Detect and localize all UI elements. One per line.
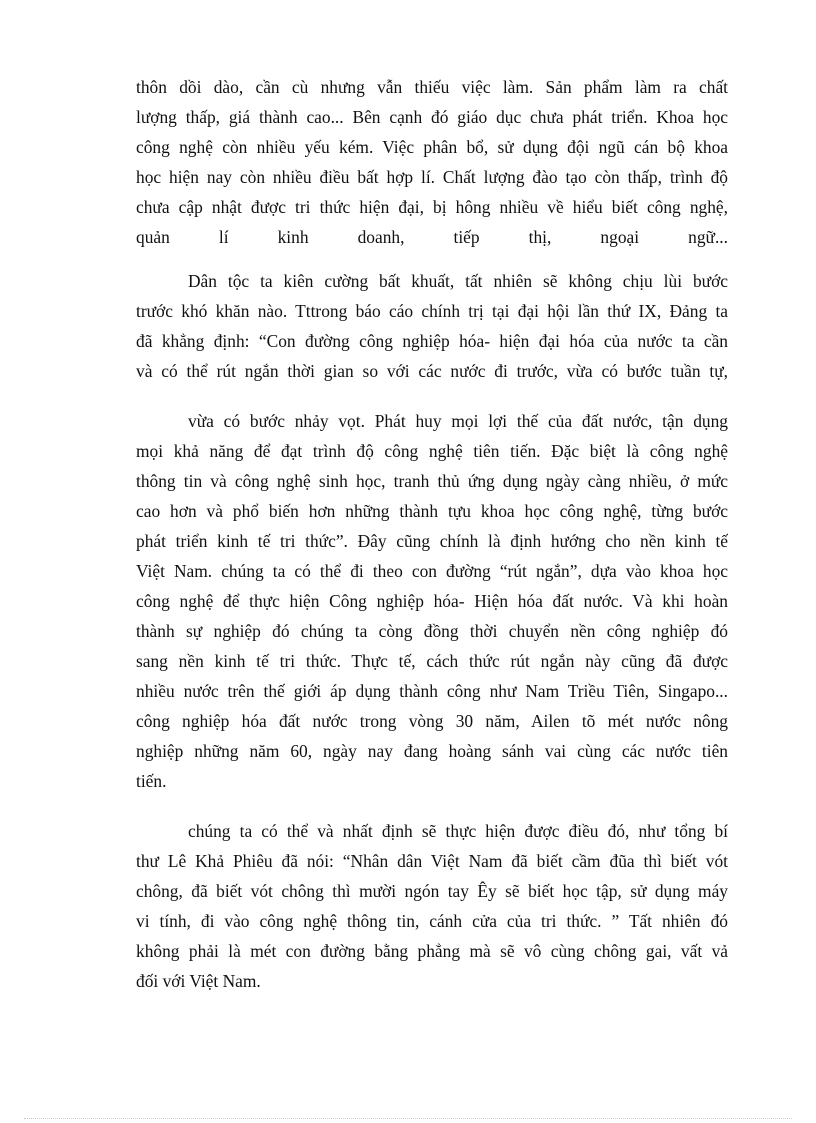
document-body bbox=[136, 72, 728, 1010]
text-line: không phải là mét con đường bằng phẳng mà sẽ vô cùng chông gai, vất vả bbox=[136, 941, 728, 961]
text-line: vi tính, đi vào công nghệ thông tin, cánh cửa của tri thức. ” Tất nhiên đó bbox=[136, 911, 728, 931]
paragraph-4 bbox=[136, 816, 728, 996]
text-line: công nghệ còn nhiều yếu kém. Việc phân bổ, sử dụng đội ngũ cán bộ khoa bbox=[136, 137, 728, 157]
text-line: chưa cập nhật được tri thức hiện đại, bị hông nhiều về hiểu biết công nghệ, bbox=[136, 197, 728, 217]
text-line: nhiều nước trên thế giới áp dụng thành công như Nam Triều Tiên, Singapo... bbox=[136, 681, 728, 701]
paragraph-3 bbox=[136, 406, 728, 796]
text-line: thư Lê Khả Phiêu đã nói: “Nhân dân Việt Nam đã biết cầm đũa thì biết vót bbox=[136, 851, 728, 871]
text-line: sang nền kinh tế tri thức. Thực tế, cách thức rút ngắn này cũng đã được bbox=[136, 651, 728, 671]
text-line: đối với Việt Nam. bbox=[136, 971, 261, 991]
text-line: nghiệp những năm 60, ngày nay đang hoàng sánh vai cùng các nước tiên bbox=[136, 741, 728, 761]
text-line: học hiện nay còn nhiều điều bất hợp lí. Chất lượng đào tạo còn thấp, trình độ bbox=[136, 167, 728, 187]
page-bottom-border bbox=[24, 1118, 792, 1119]
text-line: chúng ta có thể và nhất định sẽ thực hiện được điều đó, như tổng bí bbox=[188, 821, 728, 841]
text-line: trước khó khăn nào. Tttrong báo cáo chính trị tại đại hội lần thứ IX, Đảng ta bbox=[136, 301, 728, 321]
paragraph-2 bbox=[136, 266, 728, 386]
text-line: chông, đã biết vót chông thì mười ngón tay Êy sẽ biết học tập, sử dụng máy bbox=[136, 881, 728, 901]
text-line: cao hơn và phổ biến hơn những thành tựu khoa học công nghệ, từng bước bbox=[136, 501, 728, 521]
paragraph-1 bbox=[136, 72, 728, 252]
text-line: Việt Nam. chúng ta có thể đi theo con đường “rút ngắn”, dựa vào khoa học bbox=[136, 561, 728, 581]
text-line: thôn dồi dào, cần cù nhưng vẫn thiếu việc làm. Sản phẩm làm ra chất bbox=[136, 77, 728, 97]
text-line: tiến. bbox=[136, 771, 167, 791]
text-line: thành sự nghiệp đó chúng ta còng đồng thời chuyển nền công nghiệp đó bbox=[136, 621, 728, 641]
text-line: vừa có bước nhảy vọt. Phát huy mọi lợi thế của đất nước, tận dụng bbox=[188, 411, 728, 431]
text-line: mọi khả năng để đạt trình độ công nghệ tiên tiến. Đặc biệt là công nghệ bbox=[136, 441, 728, 461]
text-line: quản lí kinh doanh, tiếp thị, ngoại ngữ... bbox=[136, 227, 728, 247]
text-line: công nghiệp hóa đất nước trong vòng 30 năm, Ailen tõ mét nước nông bbox=[136, 711, 728, 731]
text-line: và có thể rút ngắn thời gian so với các nước đi trước, vừa có bước tuần tự, bbox=[136, 361, 728, 381]
text-line: đã khẳng định: “Con đường công nghiệp hóa- hiện đại hóa của nước ta cần bbox=[136, 331, 728, 351]
text-line: công nghệ để thực hiện Công nghiệp hóa- Hiện hóa đất nước. Và khi hoàn bbox=[136, 591, 728, 611]
text-line: Dân tộc ta kiên cường bất khuất, tất nhiên sẽ không chịu lùi bước bbox=[188, 271, 728, 291]
text-line: lượng thấp, giá thành cao... Bên cạnh đó giáo dục chưa phát triển. Khoa học bbox=[136, 107, 728, 127]
text-line: phát triển kinh tế tri thức”. Đây cũng chính là định hướng cho nền kinh tế bbox=[136, 531, 728, 551]
text-line: thông tin và công nghệ sinh học, tranh thủ ứng dụng ngày càng nhiều, ở mức bbox=[136, 471, 728, 491]
